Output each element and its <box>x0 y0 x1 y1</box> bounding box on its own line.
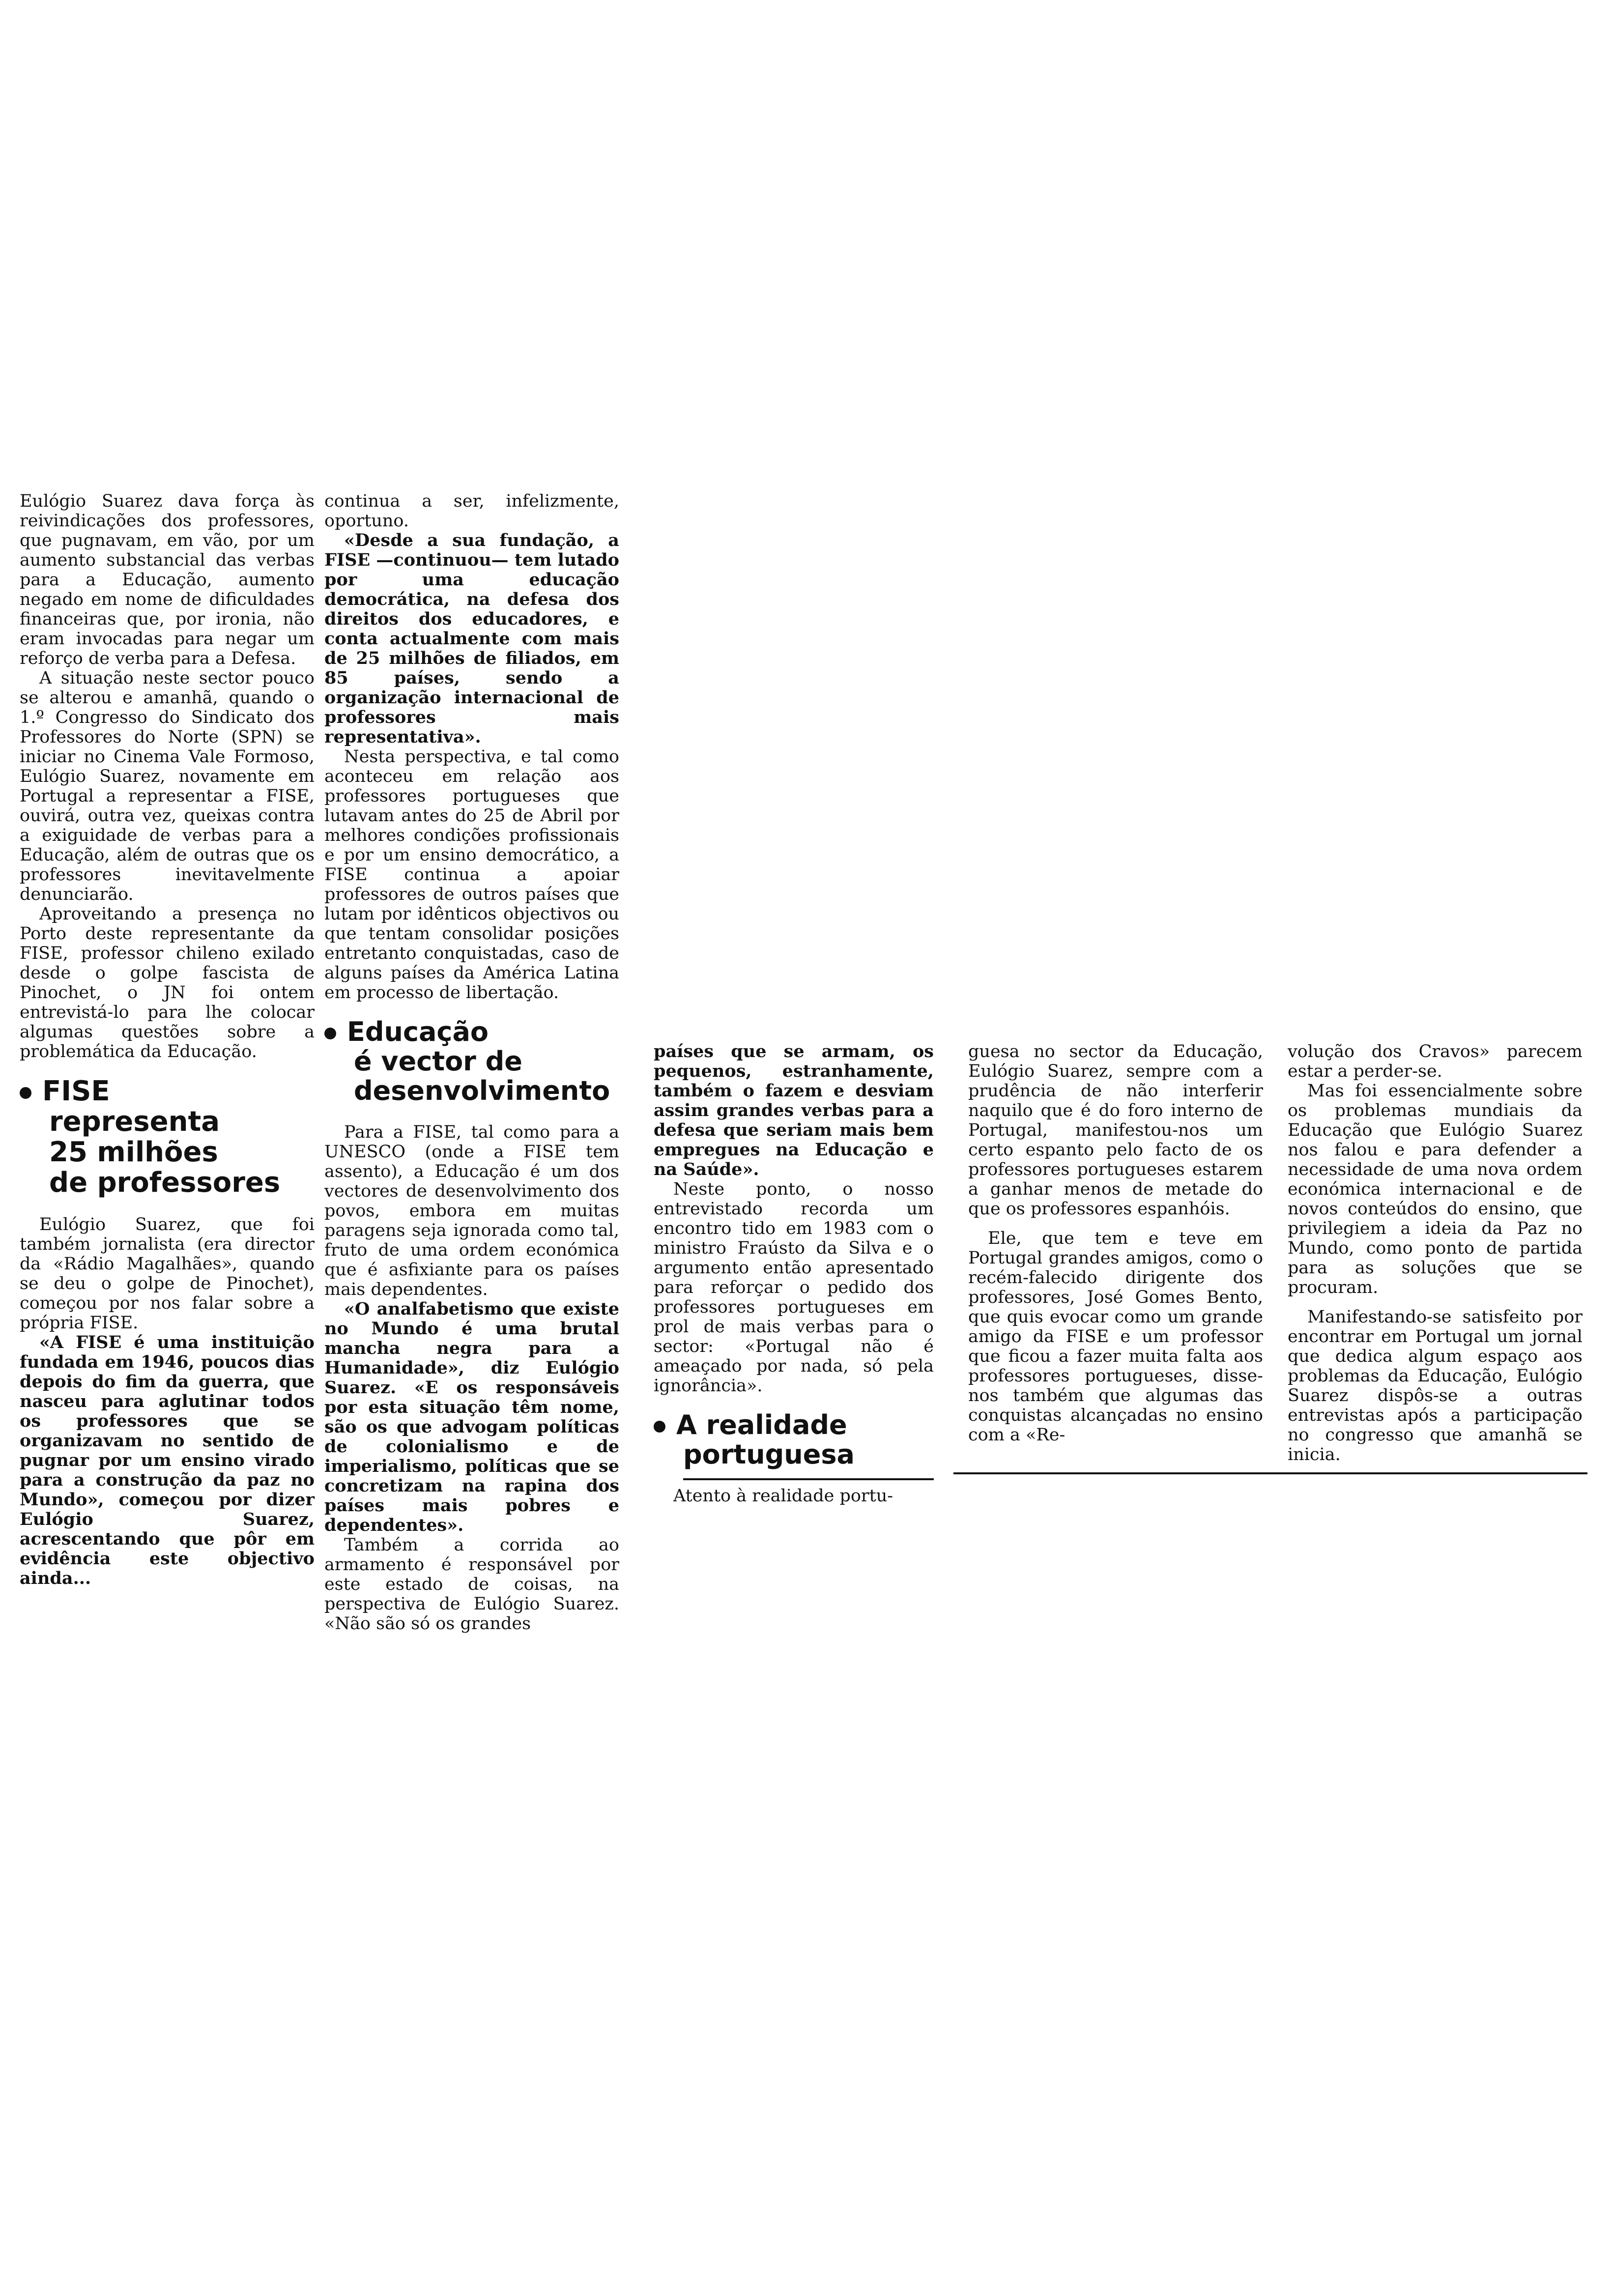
divider-line-right <box>953 1472 1587 1474</box>
subheading-realidade-line-2: portuguesa <box>683 1439 855 1470</box>
column-1 <box>20 491 315 1588</box>
subheading-realidade <box>654 1410 934 1469</box>
column-4 <box>968 1042 1263 1445</box>
col4-paragraph-2: Ele, que tem e teve em Portugal grandes amigos, como o recém-falecido dirigente dos professores, José Gomes Bento, que quis evocar como um grande amigo da FISE e um professor que ficou a fazer muita falta aos professores portugueses, disse-nos também que algumas das conquistas alcançadas no ensino com a «Re- <box>968 1229 1263 1445</box>
subheading-educacao-line-1: Educação <box>347 1016 489 1047</box>
bullet-icon <box>654 1421 665 1433</box>
col2-paragraph-1: continua a ser, infelizmente, oportuno. <box>324 491 619 531</box>
col5-paragraph-2: Mas foi essencialmente sobre os problemas mundiais da Educação que Eulógio Suarez nos falou e para defender a necessidade de uma nova ordem económica internacional e de novos conteúdos do ensino, que privilegiem a ideia da Paz no Mundo, como ponto de partida para as soluções que se procuram. <box>1288 1081 1583 1297</box>
col3-paragraph-1: países que se armam, os pequenos, estranhamente, também o fazem e desviam assim grandes verbas para a defesa que seriam mais bem empregues na Educação e na Saúde». <box>654 1041 934 1179</box>
col1-paragraph-2: A situação neste sector pouco se alterou e amanhã, quando o 1.º Congresso do Sindicato dos Professores do Norte (SPN) se iniciar no Cinema Vale Formoso, Eulógio Suarez, novamente em Portugal a representar a FISE, ouvirá, outra vez, queixas contra a exiguidade de verbas para a Educação, além de outras que os professores inevitavelmente denunciarão. <box>20 668 315 904</box>
col3-paragraph-2: Neste ponto, o nosso entrevistado recorda um encontro tido em 1983 com o ministro Fraústo da Silva e o argumento então apresentado para reforçar o pedido dos professores portugueses em prol de mais verbas para o sector: «Portugal não é ameaçado por nada, só pela ignorância». <box>654 1179 934 1396</box>
col4-paragraph-1: guesa no sector da Educação, Eulógio Suarez, sempre com a prudência de não interferir naquilo que é do foro interno de Portugal, manifestou-nos um certo espanto pelo facto de os professores portugueses estarem a ganhar menos de metade do que os professores espanhóis. <box>968 1042 1263 1219</box>
col1-paragraph-4: Eulógio Suarez, que foi também jornalista (era director da «Rádio Magalhães», quando se deu o golpe de Pinochet), começou por nos falar sobre a própria FISE. <box>20 1215 315 1333</box>
column-2 <box>324 491 619 1634</box>
subheading-fise <box>20 1076 315 1198</box>
subheading-realidade-line-1: A realidade <box>676 1409 847 1440</box>
bullet-icon <box>20 1087 31 1099</box>
col1-paragraph-3: Aproveitando a presença no Porto deste representante da FISE, professor chileno exilado desde o golpe fascista de Pinochet, o JN foi ontem entrevistá-lo para lhe colocar algumas questões sobre a problemática da Educação. <box>20 904 315 1062</box>
col1-paragraph-5: «A FISE é uma instituição fundada em 1946, poucos dias depois do fim da guerra, que nasceu para aglutinar todos os professores que se organizavam no sentido de pugnar por um ensino virado para a construção da paz no Mundo», começou por dizer Eulógio Suarez, acrescentando que pôr em evidência este objectivo ainda... <box>20 1332 315 1588</box>
col2-paragraph-4: Para a FISE, tal como para a UNESCO (onde a FISE tem assento), a Educação é um dos vectores de desenvolvimento dos povos, embora em muitas paragens seja ignorada como tal, fruto de uma ordem económica que é asfixiante para os países mais dependentes. <box>324 1122 619 1299</box>
subheading-educacao-line-2: é vector de <box>354 1046 522 1077</box>
col5-paragraph-1: volução dos Cravos» parecem estar a perder-se. <box>1288 1042 1583 1081</box>
column-5 <box>1288 1042 1583 1464</box>
col2-paragraph-3: Nesta perspectiva, e tal como aconteceu em relação aos professores portugueses que lutavam antes do 25 de Abril por melhores condições profissionais e por um ensino democrático, a FISE continua a apoiar professores de outros países que lutam por idênticos objectivos ou que tentam consolidar posições entretanto conquistadas, caso de alguns países da América Latina em processo de libertação. <box>324 747 619 1003</box>
col1-paragraph-1: Eulógio Suarez dava força às reivindicações dos professores, que pugnavam, em vão, por um aumento substancial das verbas para a Educação, aumento negado em nome de dificuldades financeiras que, por ironia, não eram invocadas para negar um reforço de verba para a Defesa. <box>20 491 315 668</box>
subheading-fise-line-3: 25 milhões <box>49 1136 218 1168</box>
col3-paragraph-3: Atento à realidade portu- <box>673 1486 893 1506</box>
col5-paragraph-3: Manifestando-se satisfeito por encontrar em Portugal um jornal que dedica algum espaço aos problemas da Educação, Eulógio Suarez dispôs-se a outras entrevistas após a participação no congresso que amanhã se inicia. <box>1288 1307 1583 1464</box>
subheading-educacao <box>324 1017 619 1106</box>
bullet-icon <box>324 1028 336 1039</box>
column-3 <box>654 1042 934 1506</box>
subheading-fise-line-4: de professores <box>49 1167 281 1199</box>
col2-paragraph-6: Também a corrida ao armamento é responsável por este estado de coisas, na perspectiva de Eulógio Suarez. «Não são só os grandes <box>324 1535 619 1634</box>
subheading-educacao-line-3: desenvolvimento <box>354 1075 610 1106</box>
col2-paragraph-2: «Desde a sua fundação, a FISE —continuou— tem lutado por uma educação democrática, na defesa dos direitos dos educadores, e conta actualmente com mais de 25 milhões de filiados, em 85 países, sendo a organização internacional de professores mais representativa». <box>324 530 619 747</box>
col2-paragraph-5: «O analfabetismo que existe no Mundo é uma brutal mancha negra para a Humanidade», diz Eulógio Suarez. «E os responsáveis por esta situação têm nome, são os que advogam políticas de colonialismo e de imperialismo, políticas que se concretizam na rapina dos países mais pobres e dependentes». <box>324 1299 619 1535</box>
subheading-fise-line-1: FISE <box>42 1075 110 1107</box>
divider-line <box>683 1478 934 1480</box>
subheading-fise-line-2: representa <box>49 1106 220 1138</box>
